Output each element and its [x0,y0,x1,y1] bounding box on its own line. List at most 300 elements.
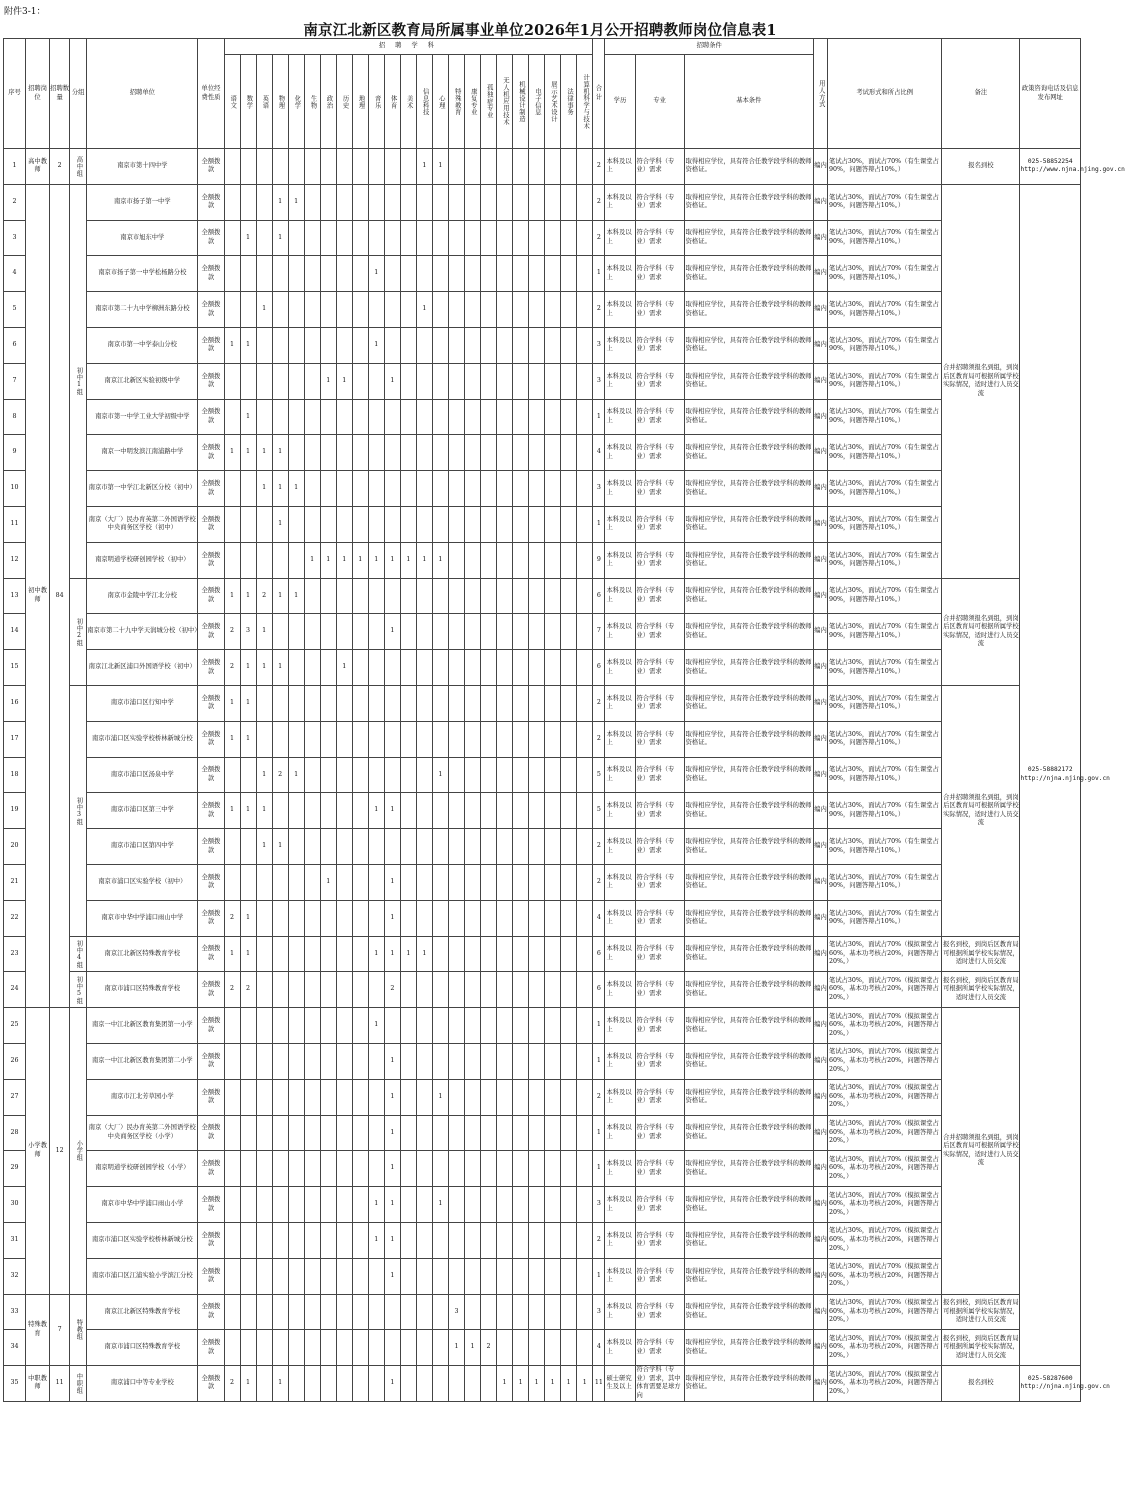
subject-cell [368,650,384,686]
subject-cell [577,399,593,435]
subject-cell [272,1330,288,1366]
subject-cell [336,149,352,185]
education-cell: 本科及以上 [605,256,635,292]
document-title: 南京江北新区教育局所属事业单位2026年1月公开招聘教师岗位信息表1 [303,22,777,39]
subject-cell [320,829,336,865]
subject-cell [256,936,272,972]
major-cell: 符合学科（专业）需求 [635,721,684,757]
major-cell: 符合学科（专业）需求 [635,1330,684,1366]
subject-cell [256,685,272,721]
subject-cell [272,399,288,435]
subject-cell [400,149,416,185]
exam-cell: 笔试占30%，面试占70%（有生课堂占90%，问题答辩占10%。） [828,327,942,363]
table-row [4,1258,1081,1294]
subject-cell: 1 [240,327,256,363]
unit-cell: 南京江北新区特殊教育学校 [87,936,198,972]
subject-cell [288,256,304,292]
subject-cell [561,1115,577,1151]
subject-cell: 2 [224,650,240,686]
subject-cell [304,1366,320,1402]
subject-cell [464,650,480,686]
subject-cell [432,578,448,614]
exam-cell: 笔试占30%，面试占70%（有生课堂占90%，问题答辩占10%。） [828,542,942,578]
subject-cell [513,936,529,972]
basic-cell: 取得相应学位，具有符合任教学段学科的教师资格证。 [684,1115,813,1151]
subject-cell [336,292,352,328]
subject-cell [368,757,384,793]
subject-cell [352,149,368,185]
subject-cell [448,900,464,936]
seq-cell: 13 [4,578,26,614]
basic-cell: 取得相应学位，具有符合任教学段学科的教师资格证。 [684,220,813,256]
employ-cell: 编内 [813,757,827,793]
table-row [4,220,1081,256]
subject-cell [464,1008,480,1044]
employ-cell: 编内 [813,435,827,471]
subject-cell [304,650,320,686]
group-cell: 中职组 [70,1366,87,1402]
subject-cell [368,829,384,865]
subject-cell [464,900,480,936]
subject-cell [545,435,561,471]
subject-cell [432,435,448,471]
subject-cell [320,256,336,292]
subject-cell [545,220,561,256]
header-post: 招聘岗位 [26,39,50,149]
subject-cell: 1 [224,685,240,721]
subject-cell [304,614,320,650]
subject-cell [545,471,561,507]
subject-cell [416,650,432,686]
major-cell: 符合学科（专业）需求 [635,399,684,435]
subject-cell [529,1222,545,1258]
subject-cell [336,184,352,220]
unit-cell: 南京市浦口区汤泉中学 [87,757,198,793]
subject-cell [336,399,352,435]
subject-cell [432,793,448,829]
subject-cell [529,184,545,220]
major-cell: 符合学科（专业）需求 [635,1115,684,1151]
education-cell: 硕士研究生及以上 [605,1366,635,1402]
subject-cell [513,685,529,721]
total-cell: 2 [593,829,605,865]
subject-cell [416,829,432,865]
header-subject: 无人机应用技术 [497,55,513,149]
subject-cell [481,471,497,507]
subject-cell [272,292,288,328]
subject-cell [561,435,577,471]
unit-cell: 南京市浦口区实验学校桥林新城分校 [87,721,198,757]
major-cell: 符合学科（专业）需求 [635,542,684,578]
subject-cell [352,972,368,1008]
table-row [4,685,1081,721]
subject-cell: 1 [432,1187,448,1223]
subject-cell [320,1366,336,1402]
header-basic: 基本条件 [684,55,813,149]
employ-cell: 编内 [813,1330,827,1366]
subject-cell [256,1043,272,1079]
subject-cell [432,399,448,435]
employ-cell: 编内 [813,220,827,256]
exam-cell: 笔试占30%，面试占70%（模拟课堂占60%，基本功考核占20%，问题答辩占20%。） [828,1258,942,1294]
table-row [4,471,1081,507]
employ-cell: 编内 [813,1294,827,1330]
subject-cell [304,327,320,363]
subject-cell [240,1079,256,1115]
subject-cell [240,506,256,542]
subject-cell [513,1258,529,1294]
subject-cell: 1 [272,506,288,542]
subject-cell [448,1222,464,1258]
subject-cell [481,793,497,829]
subject-cell [561,1330,577,1366]
subject-cell [529,220,545,256]
employ-cell: 编内 [813,292,827,328]
subject-cell [320,1008,336,1044]
subject-cell [272,1115,288,1151]
header-unit: 招聘单位 [87,39,198,149]
subject-cell [513,1079,529,1115]
post-cell: 特殊教育 [26,1294,50,1366]
subject-cell [368,1294,384,1330]
exam-cell: 笔试占30%，面试占70%（有生课堂占90%，问题答辩占10%。） [828,578,942,614]
subject-cell [513,471,529,507]
header-major: 专业 [635,55,684,149]
subject-cell: 1 [224,721,240,757]
subject-cell: 1 [513,1366,529,1402]
subject-cell [352,1330,368,1366]
subject-cell [224,1115,240,1151]
major-cell: 符合学科（专业）需求 [635,506,684,542]
subject-cell [448,542,464,578]
subject-cell: 1 [384,1366,400,1402]
subject-cell [304,184,320,220]
exam-cell: 笔试占30%，面试占70%（有生课堂占90%，问题答辩占10%。） [828,220,942,256]
subject-cell [368,435,384,471]
subject-cell [577,793,593,829]
subject-cell [336,900,352,936]
subject-cell [304,972,320,1008]
funding-cell: 全额拨款 [198,1115,224,1151]
unit-cell: 南京明道学校研创园学校（初中） [87,542,198,578]
unit-cell: 南京市浦口区实验学校（初中） [87,864,198,900]
subject-cell [577,506,593,542]
major-cell: 符合学科（专业）需求 [635,1079,684,1115]
subject-cell [464,578,480,614]
exam-cell: 笔试占30%，面试占70%（模拟课堂占60%，基本功考核占20%，问题答辩占20%。） [828,1187,942,1223]
subject-cell [529,256,545,292]
subject-cell [545,721,561,757]
subject-cell [272,1008,288,1044]
count-cell: 84 [50,184,70,1007]
subject-cell [464,506,480,542]
exam-cell: 笔试占30%，面试占70%（有生课堂占90%，问题答辩占10%。） [828,292,942,328]
subject-cell [513,864,529,900]
total-cell: 1 [593,1151,605,1187]
table-row [4,1008,1081,1044]
subject-cell [256,1187,272,1223]
subject-cell: 1 [240,721,256,757]
subject-cell [336,721,352,757]
subject-cell [448,1008,464,1044]
funding-cell: 全额拨款 [198,1330,224,1366]
subject-cell [416,614,432,650]
group-cell: 初中3组 [70,685,87,936]
subject-cell [400,292,416,328]
subject-cell [513,972,529,1008]
subject-cell: 1 [224,327,240,363]
subject-cell [288,1294,304,1330]
subject-cell [497,1151,513,1187]
subject-cell [513,829,529,865]
subject-cell [481,900,497,936]
subject-cell [288,1008,304,1044]
basic-cell: 取得相应学位，具有符合任教学段学科的教师资格证。 [684,864,813,900]
exam-cell: 笔试占30%，面试占70%（有生课堂占90%，问题答辩占10%。） [828,149,942,185]
subject-cell [545,829,561,865]
subject-cell [400,972,416,1008]
subject-cell [497,864,513,900]
subject-cell [368,1330,384,1366]
subject-cell: 1 [384,900,400,936]
subject-cell [400,864,416,900]
exam-cell: 笔试占30%，面试占70%（模拟课堂占60%，基本功考核占20%，问题答辩占20%。） [828,936,942,972]
subject-cell [352,184,368,220]
subject-cell [400,1043,416,1079]
education-cell: 本科及以上 [605,363,635,399]
subject-cell [304,1222,320,1258]
exam-cell: 笔试占30%，面试占70%（有生课堂占90%，问题答辩占10%。） [828,864,942,900]
education-cell: 本科及以上 [605,650,635,686]
subject-cell [529,363,545,399]
subject-cell [336,327,352,363]
subject-cell [288,542,304,578]
employ-cell: 编内 [813,1079,827,1115]
education-cell: 本科及以上 [605,972,635,1008]
subject-cell [352,1043,368,1079]
subject-cell [400,614,416,650]
subject-cell [336,1151,352,1187]
exam-cell: 笔试占30%，面试占70%（有生课堂占90%，问题答辩占10%。） [828,506,942,542]
subject-cell [288,1151,304,1187]
funding-cell: 全额拨款 [198,900,224,936]
seq-cell: 21 [4,864,26,900]
subject-cell [577,327,593,363]
subject-cell [545,1079,561,1115]
table-row [4,327,1081,363]
education-cell: 本科及以上 [605,936,635,972]
subject-cell [561,471,577,507]
subject-cell [256,1115,272,1151]
table-row [4,1187,1081,1223]
subject-cell: 1 [304,542,320,578]
subject-cell [545,327,561,363]
subject-cell [416,900,432,936]
subject-cell [256,1222,272,1258]
subject-cell: 1 [448,1330,464,1366]
subject-cell [513,256,529,292]
funding-cell: 全额拨款 [198,184,224,220]
subject-cell [513,292,529,328]
header-subject: 机械设计制造 [513,55,529,149]
employ-cell: 编内 [813,1187,827,1223]
subject-cell: 1 [256,829,272,865]
exam-cell: 笔试占30%，面试占70%（有生课堂占90%，问题答辩占10%。） [828,900,942,936]
table-row [4,292,1081,328]
contact-cell: 025-58882172 http://njna.njing.gov.cn [1020,184,1081,1365]
education-cell: 本科及以上 [605,900,635,936]
subject-cell [256,1079,272,1115]
subject-cell [384,220,400,256]
subject-cell: 1 [352,542,368,578]
subject-cell [545,1151,561,1187]
subject-cell [448,650,464,686]
subject-cell [304,1151,320,1187]
education-cell: 本科及以上 [605,399,635,435]
subject-cell [368,506,384,542]
seq-cell: 24 [4,972,26,1008]
subject-cell [272,542,288,578]
subject-cell [497,327,513,363]
subject-cell: 1 [224,793,240,829]
major-cell: 符合学科（专业）需求 [635,471,684,507]
table-row [4,1366,1081,1402]
seq-cell: 4 [4,256,26,292]
subject-cell [288,327,304,363]
table-row [4,1115,1081,1151]
education-cell: 本科及以上 [605,292,635,328]
subject-cell [400,1115,416,1151]
subject-cell: 2 [240,972,256,1008]
education-cell: 本科及以上 [605,435,635,471]
contact-cell: 025-58287600 http://njna.njing.gov.cn [1020,1366,1081,1402]
subject-cell [545,578,561,614]
subject-cell [481,363,497,399]
subject-cell [288,829,304,865]
exam-cell: 笔试占30%，面试占70%（模拟课堂占60%，基本功考核占20%，问题答辩占20%。） [828,1043,942,1079]
table-row [4,1330,1081,1366]
subject-cell [561,936,577,972]
subject-cell [288,793,304,829]
subject-cell [224,1258,240,1294]
major-cell: 符合学科（专业）需求 [635,1222,684,1258]
subject-cell [481,506,497,542]
subject-cell [545,757,561,793]
subject-cell [561,972,577,1008]
subject-cell [368,220,384,256]
subject-cell [577,1330,593,1366]
remark-cell: 报名到校，到岗后区教育局可根据所属学校实际情况，适时进行人员交流 [942,936,1020,972]
subject-cell [481,1008,497,1044]
exam-cell: 笔试占30%，面试占70%（模拟课堂占60%，基本功考核占20%，问题答辩占20%。） [828,1079,942,1115]
header-subject: 数学 [240,55,256,149]
subject-cell [513,327,529,363]
remark-cell: 报名到校 [942,1366,1020,1402]
subject-cell [464,1115,480,1151]
total-cell: 2 [593,721,605,757]
subject-cell [448,829,464,865]
subject-cell [497,1258,513,1294]
subject-cell [448,721,464,757]
basic-cell: 取得相应学位，具有符合任教学段学科的教师资格证。 [684,1043,813,1079]
funding-cell: 全额拨款 [198,650,224,686]
subject-cell [529,1151,545,1187]
header-subject: 音乐 [368,55,384,149]
subject-cell [416,972,432,1008]
unit-cell: 南京市浦口区特殊教育学校 [87,972,198,1008]
subject-cell [352,1294,368,1330]
subject-cell [497,1043,513,1079]
subject-cell [224,471,240,507]
unit-cell: 南京明道学校研创园学校（小学） [87,1151,198,1187]
subject-cell [464,220,480,256]
unit-cell: 南京市扬子第一中学松杨路分校 [87,256,198,292]
subject-cell [545,864,561,900]
subject-cell [481,292,497,328]
exam-cell: 笔试占30%，面试占70%（有生课堂占90%，问题答辩占10%。） [828,614,942,650]
basic-cell: 取得相应学位，具有符合任教学段学科的教师资格证。 [684,1079,813,1115]
subject-cell: 1 [368,936,384,972]
total-cell: 2 [593,1079,605,1115]
unit-cell: 南京江北新区特殊教育学校 [87,1294,198,1330]
subject-cell [448,506,464,542]
subject-cell [561,1043,577,1079]
basic-cell: 取得相应学位，具有符合任教学段学科的教师资格证。 [684,1151,813,1187]
subject-cell [481,1079,497,1115]
subject-cell [561,149,577,185]
subject-cell [352,685,368,721]
table-row [4,721,1081,757]
subject-cell [224,1079,240,1115]
group-cell: 小学组 [70,1008,87,1294]
subject-cell [304,256,320,292]
employ-cell: 编内 [813,327,827,363]
education-cell: 本科及以上 [605,506,635,542]
basic-cell: 取得相应学位，具有符合任教学段学科的教师资格证。 [684,721,813,757]
subject-cell [272,864,288,900]
subject-cell [432,1366,448,1402]
subject-cell [577,972,593,1008]
subject-cell [464,542,480,578]
subject-cell [240,1330,256,1366]
subject-cell [288,721,304,757]
seq-cell: 20 [4,829,26,865]
employ-cell: 编内 [813,972,827,1008]
subject-cell [513,578,529,614]
education-cell: 本科及以上 [605,149,635,185]
header-funding: 单位经费性质 [198,39,224,149]
basic-cell: 取得相应学位，具有符合任教学段学科的教师资格证。 [684,184,813,220]
funding-cell: 全额拨款 [198,471,224,507]
subject-cell [416,327,432,363]
header-subject: 生物 [304,55,320,149]
seq-cell: 3 [4,220,26,256]
subject-cell: 2 [384,972,400,1008]
subject-cell [416,1079,432,1115]
subject-cell [529,327,545,363]
subject-cell [256,220,272,256]
subject-cell [384,256,400,292]
subject-cell [336,1258,352,1294]
subject-cell [497,149,513,185]
subject-cell [545,363,561,399]
subject-cell: 1 [368,793,384,829]
remark-cell: 合并招聘须报名到组，到岗后区教育局可根据所属学校实际情况，适时进行人员交流 [942,1008,1020,1294]
subject-cell [400,900,416,936]
subject-cell [497,972,513,1008]
subject-cell [272,793,288,829]
total-cell: 11 [593,1366,605,1402]
